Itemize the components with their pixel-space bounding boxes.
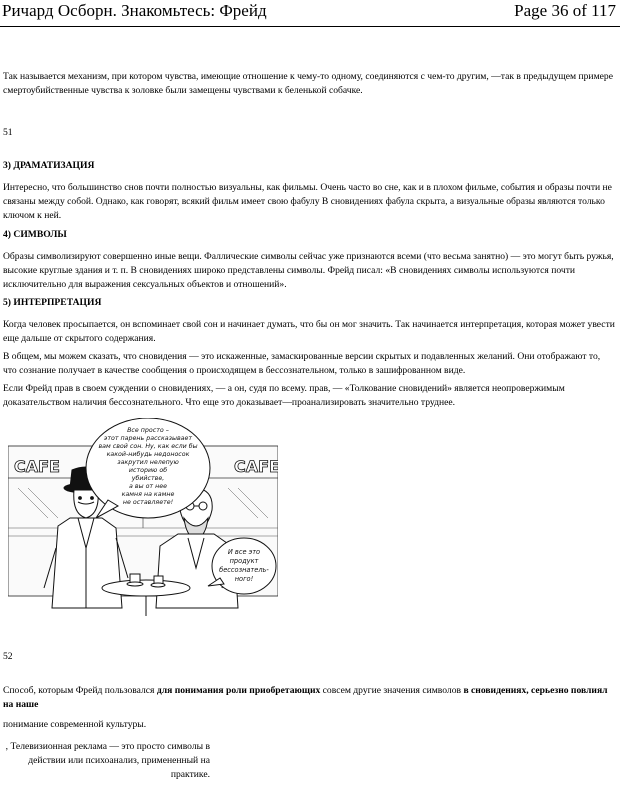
page-number: Page 36 of 117 xyxy=(514,1,616,20)
bubble2-line-3: ного! xyxy=(234,575,254,583)
bubble1-line-6: убийстве, xyxy=(131,475,165,482)
paragraph-interpretation-3: Если Фрейд прав в своем суждении о сновидениях, — а он, судя по всему. прав, — «Толкование сновидений» является неопровержимым доказательством наличия бессознательного. Что еще это доказывает—проанализировать значительно труднее. xyxy=(3,383,565,408)
bubble1-line-4: закрутил нелепую xyxy=(117,459,179,466)
paragraph-culture-end: понимание современной культуры. xyxy=(3,719,147,730)
paragraph-culture xyxy=(3,684,615,712)
paragraph-interpretation-1: Когда человек просыпается, он вспоминает свой сон и начинает думать, что бы он мог значить. Так начинается интерпретация, которая может увести еще дальше от скрытого содержания. xyxy=(3,319,615,344)
bubble1-line-2: вам свой сон. Ну, как если бы xyxy=(98,443,198,450)
paragraph-displacement: Так называется механизм, при котором чувства, имеющие отношение к чему-то одному, соединяются с чем-то другим, —так в предыдущем примере смертоубийственные чувства к золовке были замещены чувствами к беленькой собачке. xyxy=(3,71,613,96)
bubble1-line-0: Все просто – xyxy=(127,427,169,434)
page-marker-52: 52 xyxy=(3,651,13,662)
p6-bold-1: для понимания роли приобретающих xyxy=(156,685,321,696)
page-header xyxy=(0,0,620,27)
paragraph-symbols: Образы символизируют совершенно иные вещи. Фаллические символы сейчас уже признаются всеми (что весьма занятно) — это могут быть ружья, высокие круглые здания и т. п. В сновидениях широко представлены символы. Фрейд писал: «В сновидениях символы используются почти исключительно для выражения сексуальных объектов и отношений». xyxy=(3,251,614,290)
illustration-caption: , Телевизионная реклама — это просто символы в действии или психоанализ, примененный на практике. xyxy=(5,741,210,780)
page-marker-51: 51 xyxy=(3,127,13,138)
heading-interpretation: 5) ИНТЕРПРЕТАЦИЯ xyxy=(3,297,102,308)
bubble1-line-8: камня на камне xyxy=(121,491,175,498)
p6-text-mid: совсем другие значения символов xyxy=(320,685,464,696)
document-title: Ричард Осборн. Знакомьтесь: Фрейд xyxy=(2,1,267,20)
paragraph-dramatization: Интересно, что большинство снов почти полностью визуальны, как фильмы. Очень часто во сне, как и в плохом фильме, события и образы почти не связаны между собой. Однако, как говорят, всякий фильм имеет свою фабулу В сновидениях фабула скрыта, а визуальные образы являются только ключом к ней. xyxy=(3,182,612,221)
bubble1-line-3: какой-нибудь недоносок xyxy=(106,451,190,458)
paragraph-interpretation-2: В общем, мы можем сказать, что сновидения — это искаженные, замаскированные версии скрытых и подавленных желаний. Они отображают то, что сознание получает в качестве сообщения о происходящем в бессознательном, только в зашифрованном виде. xyxy=(3,351,601,376)
bubble1-line-9: не оставляете! xyxy=(122,499,174,506)
cafe-sign-right: CAFE xyxy=(234,457,278,476)
bubble2-line-2: бессознатель- xyxy=(219,566,269,574)
bubble1-line-1: этот парень рассказывает xyxy=(103,435,193,442)
bubble2-line-1: продукт xyxy=(229,557,259,565)
p6-text-start: Способ, которым Фрейд пользовался xyxy=(3,685,157,696)
cafe-sign-left: CAFE xyxy=(14,457,60,476)
bubble2-line-0: И все это xyxy=(227,548,261,556)
bubble1-line-5: историю об xyxy=(128,467,168,474)
speech-bubble-hat-man xyxy=(86,418,210,518)
heading-symbols: 4) СИМВОЛЫ xyxy=(3,229,67,240)
heading-dramatization: 3) ДРАМАТИЗАЦИЯ xyxy=(3,160,95,171)
p6-bold-2: в сновидениях, серьезно повлиял на наше xyxy=(3,685,608,710)
bubble1-line-7: а вы от нее xyxy=(129,483,167,490)
cafe-illustration xyxy=(8,418,278,618)
illustration-svg xyxy=(8,418,278,618)
